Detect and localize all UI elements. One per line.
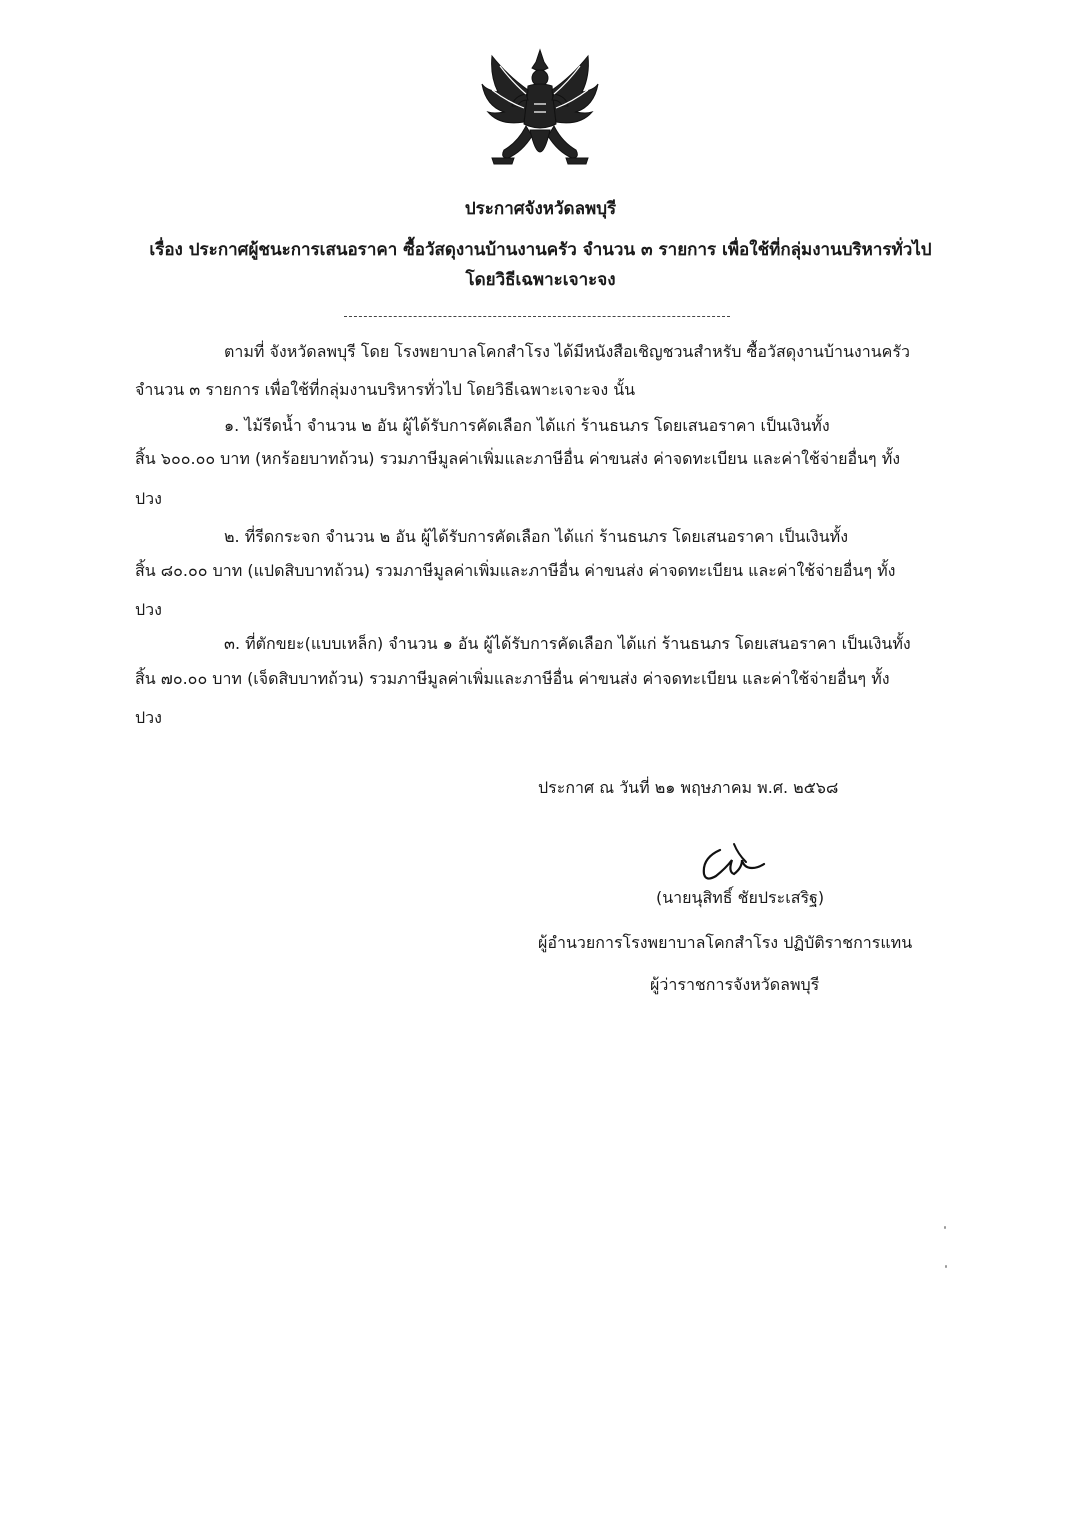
procurement-method: โดยวิธีเฉพาะเจาะจง <box>465 270 616 290</box>
item-line: ๑. ไม้รีดน้ำ จำนวน ๒ อัน ผู้ได้รับการคัดเลือก ได้แก่ ร้านธนภร โดยเสนอราคา เป็นเงินทั้ง <box>224 416 830 435</box>
item-line: ปวง <box>135 600 162 619</box>
signatory-position: ผู้ว่าราชการจังหวัดลพบุรี <box>650 975 820 994</box>
item-line: ปวง <box>135 708 162 727</box>
signatory-name: (นายนุสิทธิ์ ชัยประเสริฐ) <box>656 888 825 907</box>
item-line: สิ้น ๗๐.๐๐ บาท (เจ็ดสิบบาทถ้วน) รวมภาษีมูลค่าเพิ่มและภาษีอื่น ค่าขนส่ง ค่าจดทะเบียน และค่าใช้จ่ายอื่นๆ ทั้ง <box>135 669 890 688</box>
divider <box>344 316 730 317</box>
intro-line: ตามที่ จังหวัดลพบุรี โดย โรงพยาบาลโคกสำโรง ได้มีหนังสือเชิญชวนสำหรับ ซื้อวัสดุงานบ้านงานครัว <box>224 342 910 361</box>
item-line: ปวง <box>135 489 162 508</box>
intro-line: จำนวน ๓ รายการ เพื่อใช้ที่กลุ่มงานบริหารทั่วไป โดยวิธีเฉพาะเจาะจง นั้น <box>135 380 636 399</box>
scan-speck <box>945 1265 947 1268</box>
item-line: ๓. ที่ตักขยะ(แบบเหล็ก) จำนวน ๑ อัน ผู้ได้รับการคัดเลือก ได้แก่ ร้านธนภร โดยเสนอราคา เป็นเงินทั้ง <box>224 634 911 653</box>
announcement-subject: เรื่อง ประกาศผู้ชนะการเสนอราคา ซื้อวัสดุงานบ้านงานครัว จำนวน ๓ รายการ เพื่อใช้ที่กลุ่มงานบริหารทั่วไป <box>149 240 932 260</box>
scan-speck <box>944 1226 946 1229</box>
signatory-position: ผู้อำนวยการโรงพยาบาลโคกสำโรง ปฏิบัติราชการแทน <box>538 933 913 952</box>
handwritten-signature-icon <box>698 838 770 886</box>
item-line: ๒. ที่รีดกระจก จำนวน ๒ อัน ผู้ได้รับการคัดเลือก ได้แก่ ร้านธนภร โดยเสนอราคา เป็นเงินทั้ง <box>224 527 849 546</box>
garuda-emblem-icon <box>478 46 602 178</box>
item-line: สิ้น ๘๐.๐๐ บาท (แปดสิบบาทถ้วน) รวมภาษีมูลค่าเพิ่มและภาษีอื่น ค่าขนส่ง ค่าจดทะเบียน และค่าใช้จ่ายอื่นๆ ทั้ง <box>135 561 896 580</box>
item-line: สิ้น ๖๐๐.๐๐ บาท (หกร้อยบาทถ้วน) รวมภาษีมูลค่าเพิ่มและภาษีอื่น ค่าขนส่ง ค่าจดทะเบียน และค่าใช้จ่ายอื่นๆ ทั้ง <box>135 449 901 468</box>
announcement-date: ประกาศ ณ วันที่ ๒๑ พฤษภาคม พ.ศ. ๒๕๖๘ <box>538 778 839 797</box>
announcement-title: ประกาศจังหวัดลพบุรี <box>464 199 617 219</box>
